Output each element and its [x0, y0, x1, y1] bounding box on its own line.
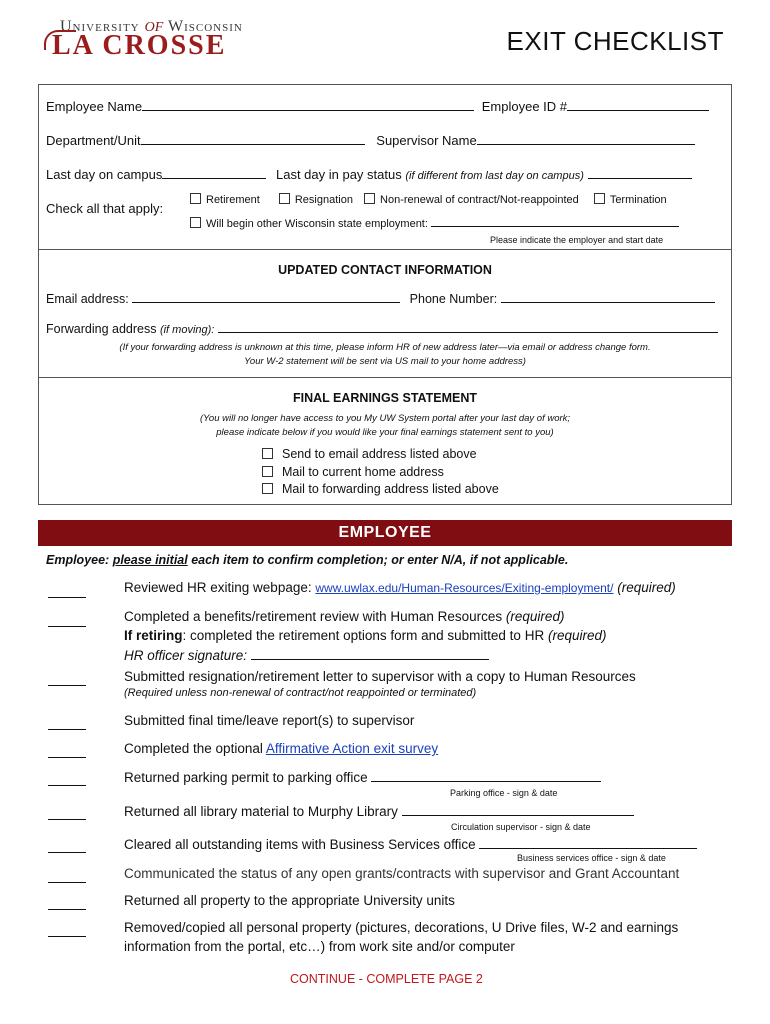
check-all-label: Check all that apply: — [46, 201, 164, 216]
phone-label: Phone Number: — [409, 292, 498, 306]
earnings-note-2: please indicate below if you would like your final earnings statement sent to you) — [216, 427, 554, 438]
employee-name-field[interactable] — [142, 98, 474, 111]
employee-id-label: Employee ID # — [481, 99, 567, 114]
checkbox-icon[interactable] — [594, 193, 605, 204]
parking-note: Parking office - sign & date — [450, 788, 558, 798]
checkbox-icon[interactable] — [262, 466, 273, 477]
item-benefits-review: Completed a benefits/retirement review with Human Resources (required) — [124, 609, 565, 624]
initial-field-11[interactable] — [48, 935, 86, 937]
checkbox-icon[interactable] — [262, 483, 273, 494]
initial-field-6[interactable] — [48, 784, 86, 786]
earnings-option-email[interactable]: Send to email address listed above — [262, 447, 477, 461]
last-day-pay-field[interactable] — [588, 166, 692, 179]
termination-option[interactable]: Termination — [594, 194, 667, 206]
hr-exiting-link[interactable]: www.uwlax.edu/Human-Resources/Exiting-employment/ — [315, 581, 614, 595]
item-hr-signature: HR officer signature: — [124, 647, 489, 663]
item-resignation-note: (Required unless non-renewal of contract/not reappointed or terminated) — [124, 687, 477, 699]
employee-name-label: Employee Name — [46, 99, 143, 114]
library-signature-field[interactable] — [402, 803, 634, 816]
item-grants: Communicated the status of any open grants/contracts with supervisor and Grant Accountant — [124, 866, 680, 881]
retirement-option[interactable]: Retirement — [190, 194, 260, 206]
other-employment-label: Will begin other Wisconsin state employment: — [206, 218, 428, 230]
item-time-report: Submitted final time/leave report(s) to supervisor — [124, 713, 415, 728]
business-signature-field[interactable] — [479, 836, 697, 849]
contact-note-1: (If your forwarding address is unknown at this time, please inform HR of new address later—via email or address change form. — [119, 342, 651, 353]
continue-note: CONTINUE - COMPLETE PAGE 2 — [290, 972, 483, 986]
phone-field[interactable] — [501, 290, 715, 303]
contact-note-2: Your W-2 statement will be sent via US mail to your home address) — [244, 356, 526, 367]
initial-field-4[interactable] — [48, 728, 86, 730]
parking-signature-field[interactable] — [371, 769, 601, 782]
item-aa-survey: Completed the optional Affirmative Action exit survey — [124, 741, 439, 756]
other-employment-note: Please indicate the employer and start date — [490, 235, 664, 245]
employee-name-row — [46, 98, 709, 114]
business-note: Business services office - sign & date — [517, 853, 666, 863]
forwarding-row — [46, 320, 718, 336]
employee-section-banner: EMPLOYEE — [38, 520, 732, 546]
item-parking: Returned parking permit to parking office — [124, 769, 601, 785]
checkbox-icon[interactable] — [190, 217, 201, 228]
forwarding-note: (if moving): — [159, 324, 215, 336]
item-hr-webpage: Reviewed HR exiting webpage: www.uwlax.edu/Human-Resources/Exiting-employment/ (required) — [124, 580, 676, 595]
page-title: EXIT CHECKLIST — [506, 26, 724, 56]
non-renewal-option[interactable]: Non-renewal of contract/Not-reappointed — [364, 194, 579, 206]
aa-survey-link[interactable]: Affirmative Action exit survey — [265, 741, 439, 756]
item-personal-property-1: Removed/copied all personal property (pictures, decorations, U Drive files, W-2 and earnings — [124, 920, 679, 935]
last-day-pay-label: Last day in pay status — [275, 167, 402, 182]
last-day-row — [46, 166, 692, 182]
employee-id-field[interactable] — [567, 98, 709, 111]
forwarding-label: Forwarding address — [46, 322, 157, 336]
library-note: Circulation supervisor - sign & date — [451, 822, 591, 832]
employee-instruction: Employee: please initial each item to confirm completion; or enter N/A, if not applicable. — [46, 553, 569, 567]
supervisor-field[interactable] — [477, 132, 695, 145]
university-logo-line1: University of Wisconsin — [60, 14, 243, 36]
earnings-option-forwarding[interactable]: Mail to forwarding address listed above — [262, 482, 499, 496]
initial-field-10[interactable] — [48, 908, 86, 910]
department-label: Department/Unit — [46, 133, 141, 148]
email-field[interactable] — [132, 290, 400, 303]
item-personal-property-2: information from the portal, etc…) from work site and/or computer — [124, 939, 515, 954]
last-day-campus-field[interactable] — [162, 166, 266, 179]
initial-field-3[interactable] — [48, 684, 86, 686]
initial-field-8[interactable] — [48, 851, 86, 853]
last-day-pay-note: (if different from last day on campus) — [405, 170, 584, 182]
item-library: Returned all library material to Murphy Library — [124, 803, 634, 819]
university-logo-line2: LA CROSSE — [52, 30, 227, 61]
resignation-option[interactable]: Resignation — [279, 194, 353, 206]
item-business-services: Cleared all outstanding items with Business Services office — [124, 836, 697, 852]
other-employment-field[interactable] — [431, 217, 679, 227]
initial-field-9[interactable] — [48, 881, 86, 883]
checkbox-icon[interactable] — [190, 193, 201, 204]
earnings-note-1: (You will no longer have access to you My UW System portal after your last day of work; — [199, 413, 571, 424]
email-phone-row — [46, 290, 715, 306]
checkbox-icon[interactable] — [262, 448, 273, 459]
item-resignation-letter: Submitted resignation/retirement letter to supervisor with a copy to Human Resources — [124, 669, 636, 684]
hr-signature-field[interactable] — [251, 647, 489, 660]
separation-type-options — [190, 193, 667, 206]
initial-field-7[interactable] — [48, 818, 86, 820]
contact-heading: UPDATED CONTACT INFORMATION — [278, 263, 492, 277]
initial-field-1[interactable] — [48, 596, 86, 598]
earnings-option-home[interactable]: Mail to current home address — [262, 465, 444, 479]
department-field[interactable] — [141, 132, 365, 145]
last-day-campus-label: Last day on campus — [46, 167, 163, 182]
item-retiring: If retiring: completed the retirement options form and submitted to HR (required) — [124, 628, 607, 643]
checkbox-icon[interactable] — [364, 193, 375, 204]
email-label: Email address: — [46, 292, 129, 306]
supervisor-label: Supervisor Name — [376, 133, 477, 148]
initial-field-5[interactable] — [48, 756, 86, 758]
department-row — [46, 132, 695, 148]
checkbox-icon[interactable] — [279, 193, 290, 204]
item-property: Returned all property to the appropriate University units — [124, 893, 455, 908]
forwarding-field[interactable] — [218, 320, 718, 333]
other-employment-row — [190, 217, 679, 230]
initial-field-2[interactable] — [48, 625, 86, 627]
earnings-heading: FINAL EARNINGS STATEMENT — [292, 391, 478, 405]
